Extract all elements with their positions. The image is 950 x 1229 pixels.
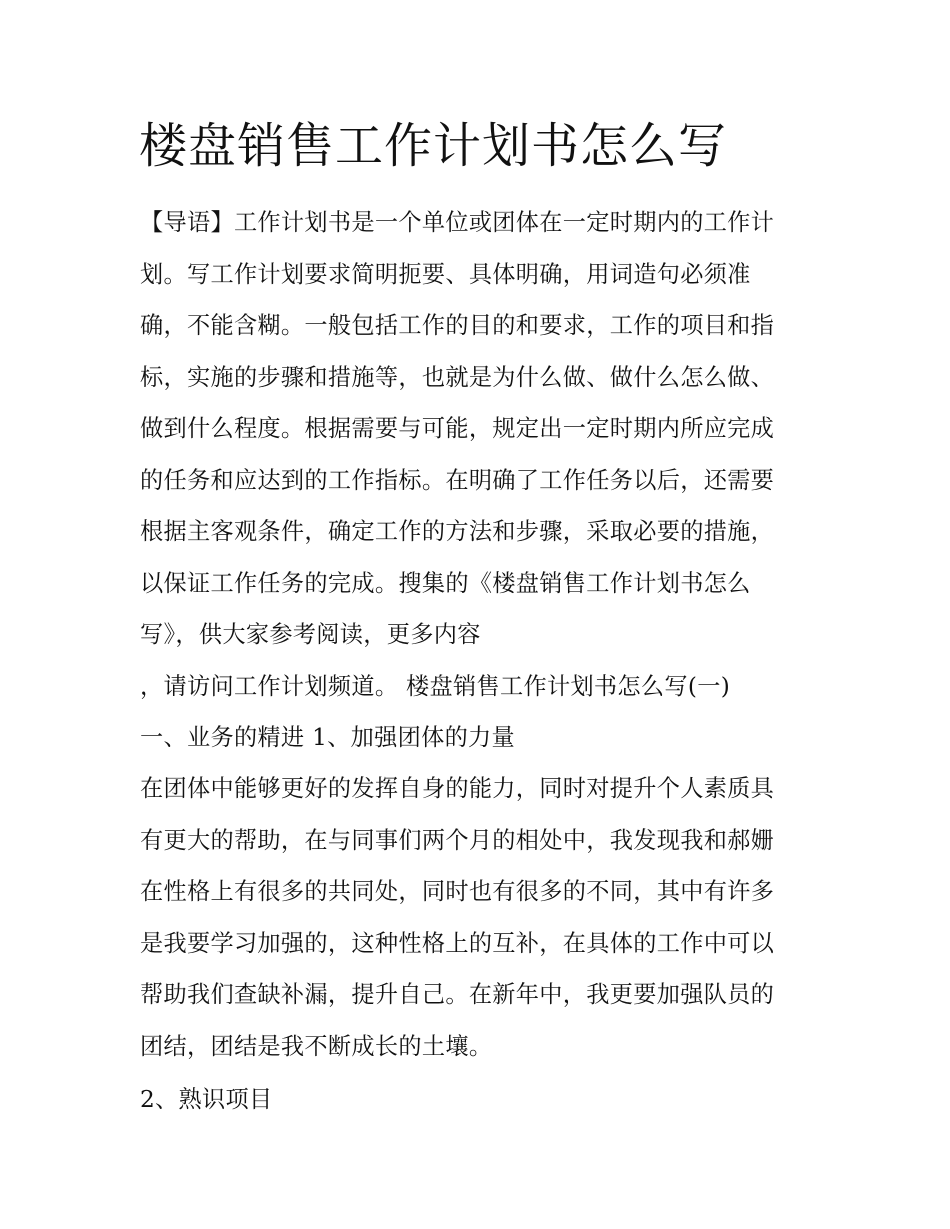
body-line-8: 以保证工作任务的完成。搜集的《楼盘销售工作计划书怎么 <box>140 569 751 597</box>
document-title: 楼盘销售工作计划书怎么写 <box>139 118 728 174</box>
document-body <box>140 197 830 1125</box>
body-line-3: 确，不能含糊。一般包括工作的目的和要求，工作的项目和指 <box>140 312 775 339</box>
section-heading-2: 2、熟识项目 <box>140 1086 273 1113</box>
body-line-7: 根据主客观条件，确定工作的方法和步骤，采取必要的措施， <box>140 518 775 545</box>
body-line-2: 划。写工作计划要求简明扼要、具体明确，用词造句必须准 <box>140 260 751 288</box>
body-line-6: 的任务和应达到的工作指标。在明确了工作任务以后，还需要 <box>140 466 775 494</box>
body-line-5: 做到什么程度。根据需要与可能，规定出一定时期内所应完成 <box>140 415 775 442</box>
body-line-4: 标，实施的步骤和措施等，也就是为什么做、做什么怎么做、 <box>140 363 775 391</box>
body-line-9: 写》，供大家参考阅读，更多内容 <box>140 621 481 648</box>
body-line-1: 【导语】工作计划书是一个单位或团体在一定时期内的工作计 <box>140 209 775 236</box>
section-heading-1: 一、业务的精进 1、加强团体的力量 <box>140 724 516 751</box>
body-line-17: 团结，团结是我不断成长的土壤。 <box>140 1032 493 1060</box>
body-line-14: 在性格上有很多的共同处，同时也有很多的不同，其中有许多 <box>140 878 775 905</box>
body-line-10: ，请访问工作计划频道。 楼盘销售工作计划书怎么写(一) <box>140 672 731 700</box>
body-line-13: 有更大的帮助，在与同事们两个月的相处中，我发现我和郝姗 <box>140 826 775 854</box>
body-line-15: 是我要学习加强的，这种性格上的互补，在具体的工作中可以 <box>140 929 775 957</box>
body-line-12: 在团体中能够更好的发挥自身的能力，同时对提升个人素质具 <box>140 775 775 802</box>
body-line-16: 帮助我们查缺补漏，提升自己。在新年中，我更要加强队员的 <box>140 981 775 1008</box>
